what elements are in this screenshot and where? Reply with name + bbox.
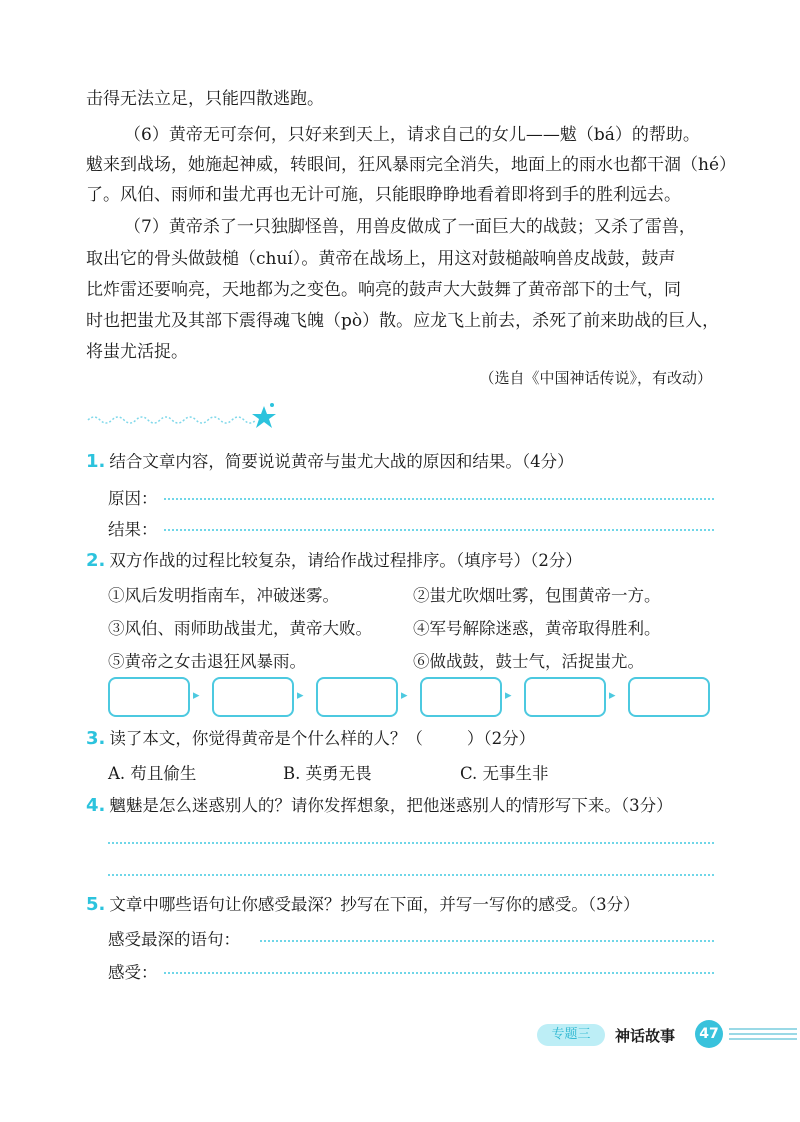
q2-option-6: ⑥做战鼓，鼓士气，活捉蚩尤。 bbox=[413, 652, 644, 671]
question-5-text: 文章中哪些语句让你感受最深？抄写在下面，并写一写你的感受。（3分） bbox=[109, 895, 640, 914]
passage-line-8: 时也把蚩尤及其部下震得魂飞魄（pò）散。应龙飞上前去，杀死了前来助战的巨人， bbox=[86, 311, 720, 331]
arrow-right-icon: ▸ bbox=[609, 688, 616, 703]
sequence-box-1[interactable] bbox=[108, 677, 190, 717]
passage-line-6: 取出它的骨头做鼓槌（chuí）。黄帝在战场上，用这对鼓槌敲响兽皮战鼓，鼓声 bbox=[86, 249, 676, 269]
question-5-number: 5. bbox=[86, 894, 106, 915]
q2-option-2: ②蚩尤吹烟吐雾，包围黄帝一方。 bbox=[413, 586, 661, 605]
q1-cause-answer-line[interactable] bbox=[164, 498, 714, 500]
passage-line-4: 了。风伯、雨师和蚩尤再也无计可施，只能眼睁睁地看着即将到手的胜利远去。 bbox=[86, 185, 681, 205]
question-1-text: 结合文章内容，简要说说黄帝与蚩尤大战的原因和结果。（4分） bbox=[109, 452, 574, 471]
passage-line-1: 击得无法立足，只能四散逃跑。 bbox=[86, 89, 324, 109]
q3-choice-a: A. 苟且偷生 bbox=[108, 764, 197, 783]
passage-line-2: （6）黄帝无可奈何，只好来到天上，请求自己的女儿——魃（bá）的帮助。 bbox=[124, 125, 700, 145]
q3-choice-c: C. 无事生非 bbox=[460, 764, 549, 783]
q3-choice-b: B. 英勇无畏 bbox=[283, 764, 372, 783]
passage-line-5: （7）黄帝杀了一只独脚怪兽，用兽皮做成了一面巨大的战鼓；又杀了雷兽， bbox=[124, 217, 696, 237]
question-4-number: 4. bbox=[86, 795, 106, 816]
q5-sentence-answer-line[interactable] bbox=[260, 940, 714, 942]
q2-option-5: ⑤黄帝之女击退狂风暴雨。 bbox=[108, 652, 306, 671]
topic-title: 神话故事 bbox=[615, 1027, 676, 1045]
sequence-box-2[interactable] bbox=[212, 677, 294, 717]
q1-result-answer-line[interactable] bbox=[164, 529, 714, 531]
question-3-number: 3. bbox=[86, 728, 106, 749]
q5-feeling-label: 感受： bbox=[108, 963, 158, 982]
q2-option-4: ④军号解除迷惑，黄帝取得胜利。 bbox=[413, 619, 661, 638]
topic-badge: 专题三 bbox=[537, 1024, 605, 1046]
question-4 bbox=[86, 792, 673, 816]
wavy-divider-icon bbox=[86, 400, 286, 434]
arrow-right-icon: ▸ bbox=[505, 688, 512, 703]
sequence-box-6[interactable] bbox=[628, 677, 710, 717]
footer-stripe bbox=[729, 1038, 797, 1040]
question-5 bbox=[86, 891, 640, 915]
star-icon bbox=[252, 406, 276, 428]
q2-option-3: ③风伯、雨师助战蚩尤，黄帝大败。 bbox=[108, 619, 372, 638]
q1-result-label: 结果： bbox=[108, 520, 158, 539]
q5-sentence-label: 感受最深的语句： bbox=[108, 930, 240, 949]
q4-answer-line-1[interactable] bbox=[108, 842, 714, 844]
passage-line-7: 比炸雷还要响亮，天地都为之变色。响亮的鼓声大大鼓舞了黄帝部下的士气，同 bbox=[86, 280, 681, 300]
passage-line-3: 魃来到战场，她施起神威，转眼间，狂风暴雨完全消失，地面上的雨水也都干涸（hé） bbox=[86, 155, 737, 175]
question-3-text-before: 读了本文，你觉得黄帝是个什么样的人？（ bbox=[109, 729, 423, 748]
question-1 bbox=[86, 448, 574, 472]
question-3 bbox=[86, 725, 535, 749]
q1-cause-label: 原因： bbox=[108, 489, 158, 508]
arrow-right-icon: ▸ bbox=[297, 688, 304, 703]
question-3-text-after: ）（2分） bbox=[466, 729, 536, 748]
question-4-text: 魑魅是怎么迷惑别人的？请你发挥想象，把他迷惑别人的情形写下来。（3分） bbox=[109, 796, 673, 815]
question-2-text: 双方作战的过程比较复杂，请给作战过程排序。（填序号）（2分） bbox=[109, 551, 582, 570]
sequence-box-5[interactable] bbox=[524, 677, 606, 717]
question-2-number: 2. bbox=[86, 550, 106, 571]
sequence-box-3[interactable] bbox=[316, 677, 398, 717]
page-number: 47 bbox=[695, 1020, 723, 1048]
q4-answer-line-2[interactable] bbox=[108, 874, 714, 876]
passage-line-9: 将蚩尤活捉。 bbox=[86, 342, 188, 362]
sequence-box-4[interactable] bbox=[420, 677, 502, 717]
q5-feeling-answer-line[interactable] bbox=[164, 972, 714, 974]
footer-stripe bbox=[729, 1028, 797, 1030]
footer-stripe bbox=[729, 1033, 797, 1035]
passage-source: （选自《中国神话传说》，有改动） bbox=[479, 369, 712, 387]
arrow-right-icon: ▸ bbox=[401, 688, 408, 703]
question-2 bbox=[86, 547, 582, 571]
arrow-right-icon: ▸ bbox=[193, 688, 200, 703]
q2-option-1: ①风后发明指南车，冲破迷雾。 bbox=[108, 586, 339, 605]
question-1-number: 1. bbox=[86, 451, 106, 472]
